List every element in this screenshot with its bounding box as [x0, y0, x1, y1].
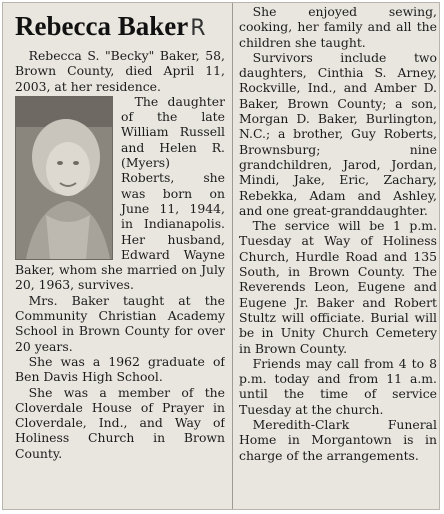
right-paragraph-4: Friends may call from 4 to 8 p.m. today and from 11 a.m. until the time of service Tuesday at the church.	[239, 355, 437, 417]
right-column	[239, 3, 437, 509]
right-paragraph-3: The service will be 1 p.m. Tuesday at Way of Holiness Church, Hurdle Road and 135 South, in Brown County. The Reverends Leon, Eugene and Eugene Jr. Baker and Robert Stultz will officiate. Burial will be in Unity Church Cemetery in Brown County.	[239, 218, 437, 356]
headline-name: Rebecca Baker	[15, 11, 189, 41]
left-paragraph-2: The daughter of the late William Russell and Helen R. (Myers) Roberts, she was born on June 11, 1944, in Indianapolis. Her husband, Edward Wayne Baker, whom she married on July 20, 1963, survives.	[15, 93, 225, 293]
right-paragraph-5: Meredith-Clark Funeral Home in Morgantown is in charge of the arrangements.	[239, 417, 437, 463]
left-paragraph-5: She was a member of the Cloverdale House of Prayer in Cloverdale, Ind., and Way of Holiness Church in Brown County.	[15, 384, 225, 461]
handwritten-initial: R	[190, 16, 206, 41]
left-paragraph-4: She was a 1962 graduate of Ben Davis High School.	[15, 353, 225, 385]
left-column	[15, 3, 225, 509]
right-paragraph-2: Survivors include two daughters, Cinthia S. Arney, Rockville, Ind., and Amber D. Baker, Brown County; a son, Morgan D. Baker, Burlington, N.C.; a brother, Guy Roberts, Brownsburg; nine grandchildren, Jarod, Jordan, Mindi, Jake, Eric, Zachary, Rebekka, Adam and Ashley, and one great-granddaughter.	[239, 49, 437, 218]
left-paragraph-3: Mrs. Baker taught at the Community Christian Academy School in Brown County for over 20 years.	[15, 292, 225, 354]
portrait-photo	[15, 96, 113, 260]
left-paragraph-1: Rebecca S. "Becky" Baker, 58, Brown County, died April 11, 2003, at her residence.	[15, 48, 225, 94]
obituary-headline	[15, 11, 225, 44]
right-paragraph-1: She enjoyed sewing, cooking, her family and all the children she taught.	[239, 4, 437, 50]
newspaper-clipping	[2, 2, 440, 510]
column-divider	[232, 3, 233, 509]
